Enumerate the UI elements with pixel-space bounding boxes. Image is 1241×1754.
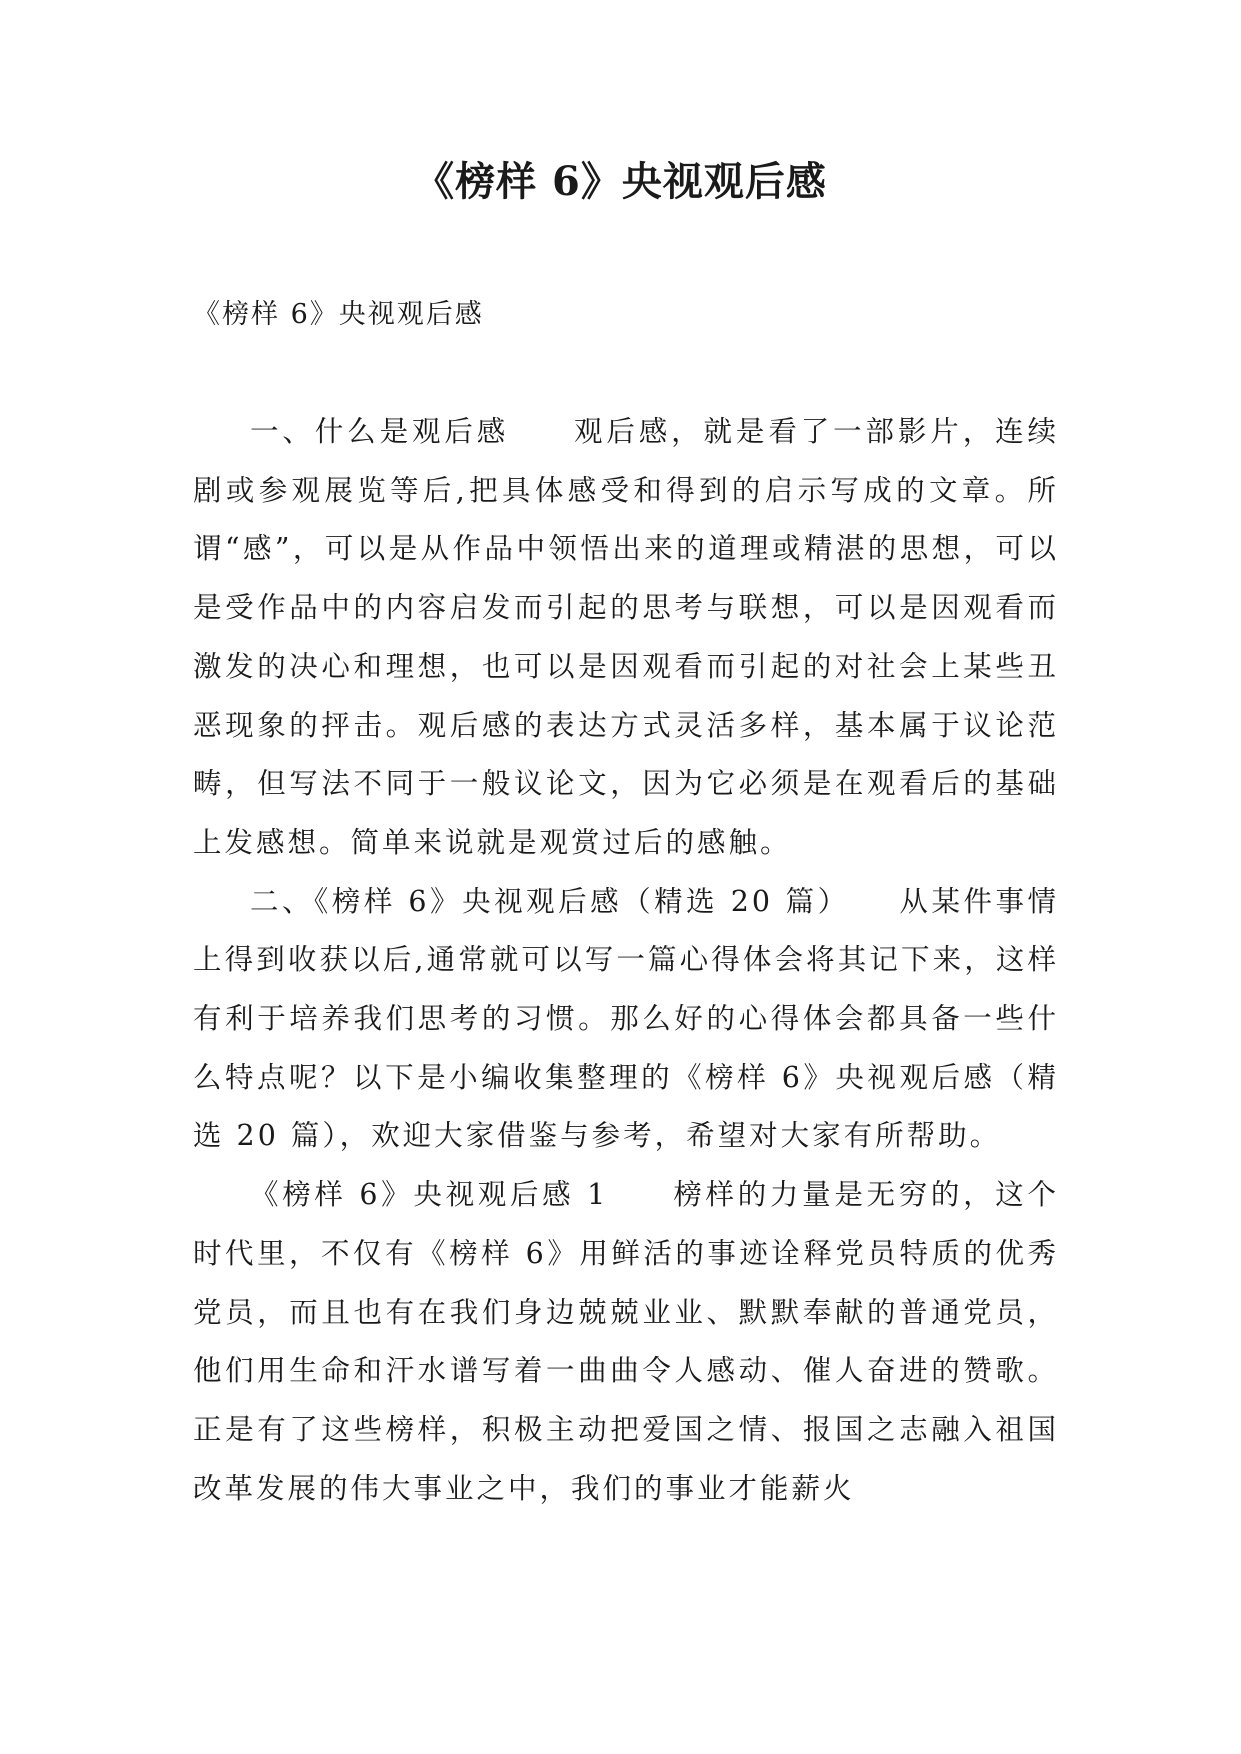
paragraph-introduction: 二、《榜样 6》央视观后感（精选 20 篇） 从某件事情上得到收获以后,通常就可以写一篇心得体会将其记下来，这样有利于培养我们思考的习惯。那么好的心得体会都具备一些什么特点呢？以下是小编收集整理的《榜样 6》央视观后感（精选 20 篇），欢迎大家借鉴与参考，希望对大家有所帮助。 bbox=[193, 884, 1059, 1153]
paragraph-review-1: 《榜样 6》央视观后感 1 榜样的力量是无穷的，这个时代里，不仅有《榜样 6》用鲜活的事迹诠释党员特质的优秀党员，而且也有在我们身边兢兢业业、默默奉献的普通党员，他们用生命和汗水谱写着一曲曲令人感动、催人奋进的赞歌。正是有了这些榜样，积极主动把爱国之情、报国之志融入祖国改革发展的伟大事业之中，我们的事业才能薪火 bbox=[193, 1178, 1059, 1505]
paragraph-what-is-review: 一、什么是观后感 观后感，就是看了一部影片，连续剧或参观展览等后,把具体感受和得到的启示写成的文章。所谓“感”，可以是从作品中领悟出来的道理或精湛的思想，可以是受作品中的内容启发而引起的思考与联想，可以是因观看而激发的决心和理想，也可以是因观看而引起的对社会上某些丑恶现象的抨击。观后感的表达方式灵活多样，基本属于议论范畴，但写法不同于一般议论文，因为它必须是在观看后的基础上发感想。简单来说就是观赏过后的感触。 bbox=[193, 415, 1059, 859]
document-title: 《榜样 6》央视观后感 bbox=[414, 158, 827, 205]
document-subtitle: 《榜样 6》央视观后感 bbox=[193, 299, 484, 330]
document-body bbox=[193, 403, 1059, 1518]
